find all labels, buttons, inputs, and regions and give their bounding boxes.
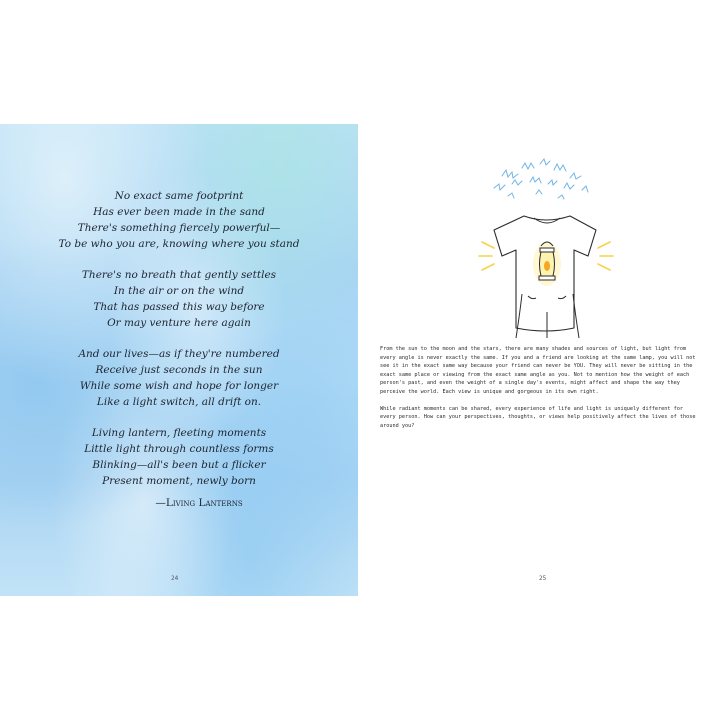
poem-line: In the air or on the wind	[113, 285, 245, 297]
poem-line: Little light through countless forms	[84, 443, 274, 455]
poem-line: Like a light switch, all drift on.	[96, 396, 262, 408]
poem-line: To be who you are, knowing where you stand	[58, 238, 300, 250]
poem-line: Receive just seconds in the sun	[95, 364, 263, 376]
poem-line: While some wish and hope for longer	[79, 380, 279, 392]
essay-text	[380, 345, 700, 438]
lantern-icon	[533, 242, 561, 286]
poem-line: Living lantern, fleeting moments	[91, 427, 267, 439]
poem-line: Present moment, newly born	[102, 475, 256, 487]
poem-attribution: —Living Lanterns	[155, 497, 243, 509]
shirt-with-lantern-icon	[472, 154, 622, 344]
left-page-poem	[0, 124, 358, 596]
sky-scribble-icon	[494, 159, 588, 199]
essay-paragraph: While radiant moments can be shared, every experience of life and light is uniquely different for every person. How can your perspectives, thoughts, or views help positively affect the lives of those around you?	[380, 405, 696, 429]
right-page-essay	[362, 124, 720, 596]
essay-paragraph: From the sun to the moon and the stars, there are many shades and sources of light, but light from every angle is never exactly the same. If you and a friend are looking at the same lamp, you will not see it in the exact same way because your friend can never be YOU. They will never be sitting in the exact same place or viewing from the exact same angle as you. Not to mention how the weight of each person's past, and even the weight of a single day's events, might affect and shape the way they perceive the world. Each view is unique and gorgeous in its own right.	[380, 346, 696, 395]
poem-line: That has passed this way before	[93, 301, 265, 313]
poem	[0, 188, 358, 511]
poem-stanza	[0, 188, 358, 252]
poem-line: There's something fiercely powerful—	[77, 222, 281, 234]
poem-line: And our lives—as if they're numbered	[78, 348, 280, 360]
poem-line: No exact same footprint	[114, 190, 244, 202]
poem-line: Blinking—all's been but a flicker	[92, 459, 266, 471]
page-number-right: 25	[539, 575, 547, 582]
poem-line: There's no breath that gently settles	[81, 269, 277, 281]
poem-line: Or may venture here again	[107, 317, 251, 329]
poem-line: Has ever been made in the sand	[93, 206, 265, 218]
poem-stanza	[0, 346, 358, 410]
poem-stanza	[0, 425, 358, 489]
page-number-left: 24	[171, 575, 179, 582]
poem-stanza	[0, 267, 358, 331]
